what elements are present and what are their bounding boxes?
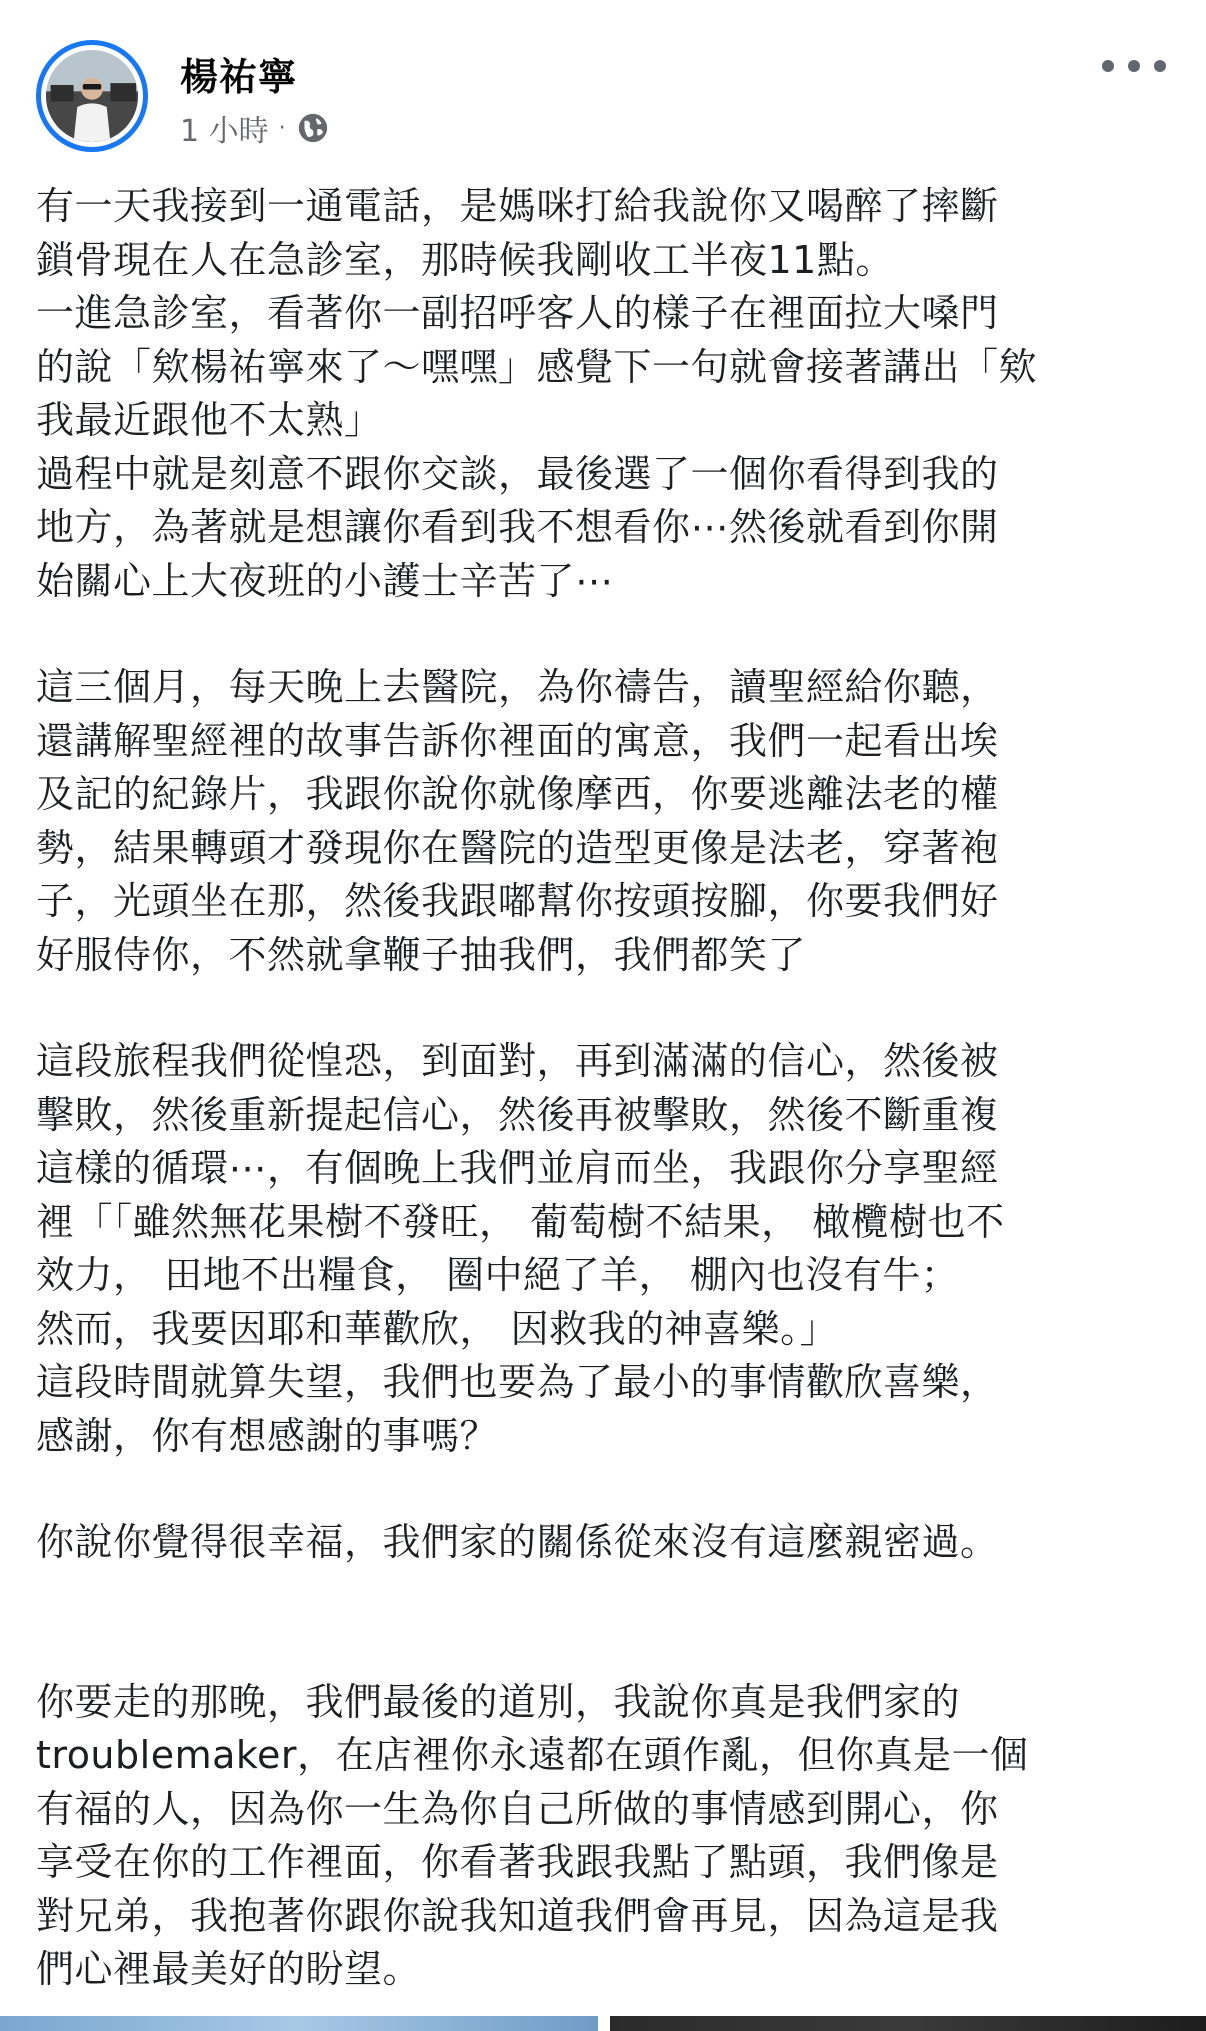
- author-name[interactable]: 楊祐寧: [180, 55, 298, 99]
- post-paragraph-5: 你要走的那晚，我們最後的道別，我說你真是我們家的 troublemaker，在店裡你永遠都在頭作亂，但你真是一個 有福的人，因為你一生為你自己所做的事情感到開心，你 享受在你的工作裡面，你看著我跟我點了點頭，我們像是 對兄弟，我抱著你跟你說我知道我們會再見，因為這是我 們心裡最美好的盼望。: [36, 1679, 1029, 1991]
- more-options-icon[interactable]: [1102, 52, 1166, 80]
- post-photos[interactable]: [0, 2016, 1206, 2031]
- post-paragraph-2: 這三個月，每天晚上去醫院，為你禱告，讀聖經給你聽， 還講解聖經裡的故事告訴你裡面的寓意，我們一起看出埃 及記的紀錄片，我跟你說你就像摩西，你要逃離法老的權 勢，結果轉頭才發現你在醫院的造型更像是法老，穿著袍 子，光頭坐在那，然後我跟嘟幫你按頭按腳，你要我們好 好服侍你，不然就拿鞭子抽我們，我們都笑了: [36, 665, 999, 977]
- post-paragraph-3: 這段旅程我們從惶恐，到面對，再到滿滿的信心，然後被 擊敗，然後重新提起信心，然後再被擊敗，然後不斷重複 這樣的循環⋯，有個晚上我們並肩而坐，我跟你分享聖經 裡「「雖然無花果樹不發旺， 葡萄樹不結果， 橄欖樹也不 效力， 田地不出糧食， 圈中絕了羊， 棚內也沒有牛； 然而，我要因耶和華歡欣， 因救我的神喜樂。」 這段時間就算失望，我們也要為了最小的事情歡欣喜樂， 感謝，你有想感謝的事嗎？: [36, 1039, 1005, 1458]
- meta-separator: ·: [278, 115, 286, 141]
- post-photo-1[interactable]: [0, 2016, 598, 2031]
- post-body: [36, 180, 1176, 1997]
- post-meta: [180, 106, 330, 150]
- post-photo-2[interactable]: [610, 2016, 1206, 2031]
- globe-icon[interactable]: [296, 111, 330, 145]
- avatar-photo: [46, 50, 138, 142]
- post-paragraph-1: 有一天我接到一通電話，是媽咪打給我說你又喝醉了摔斷 鎖骨現在人在急診室，那時候我剛收工半夜11點。 一進急診室，看著你一副招呼客人的樣子在裡面拉大嗓門 的說「欸楊祐寧來了～嘿嘿」感覺下一句就會接著講出「欸 我最近跟他不太熟」 過程中就是刻意不跟你交談，最後選了一個你看得到我的 地方，為著就是想讓你看到我不想看你⋯然後就看到你開 始關心上大夜班的小護士辛苦了⋯: [36, 184, 1038, 603]
- post-paragraph-4: 你說你覺得很幸福，我們家的關係從來沒有這麼親密過。: [36, 1520, 999, 1564]
- post-header: [0, 0, 1206, 180]
- avatar[interactable]: [36, 40, 148, 152]
- post-timestamp[interactable]: 1 小時: [180, 114, 269, 149]
